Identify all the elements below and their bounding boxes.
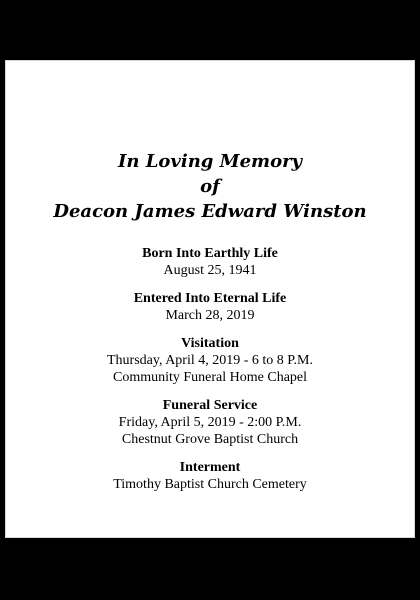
section-title: Interment bbox=[179, 460, 241, 475]
section-title: Born Into Earthly Life bbox=[142, 246, 278, 261]
section-line: August 25, 1941 bbox=[163, 263, 257, 278]
section-line: Community Funeral Home Chapel bbox=[112, 370, 308, 385]
section-interment bbox=[6, 459, 414, 493]
heading-deceased-name: Deacon James Edward Winston bbox=[53, 201, 367, 222]
section-title: Visitation bbox=[181, 336, 239, 351]
service-details bbox=[6, 245, 414, 504]
section-funeral-service bbox=[6, 397, 414, 448]
section-line: March 28, 2019 bbox=[165, 308, 255, 323]
heading-of: of bbox=[200, 176, 220, 197]
section-visitation bbox=[6, 335, 414, 386]
section-line: Friday, April 5, 2019 - 2:00 P.M. bbox=[118, 415, 302, 430]
memorial-card bbox=[5, 60, 415, 538]
section-title: Entered Into Eternal Life bbox=[133, 291, 287, 306]
section-title: Funeral Service bbox=[162, 398, 258, 413]
heading-in-loving-memory: In Loving Memory bbox=[117, 151, 303, 172]
section-line: Chestnut Grove Baptist Church bbox=[121, 432, 299, 447]
section-death bbox=[6, 290, 414, 324]
section-line: Timothy Baptist Church Cemetery bbox=[113, 477, 307, 492]
section-line: Thursday, April 4, 2019 - 6 to 8 P.M. bbox=[107, 353, 313, 368]
section-birth bbox=[6, 245, 414, 279]
